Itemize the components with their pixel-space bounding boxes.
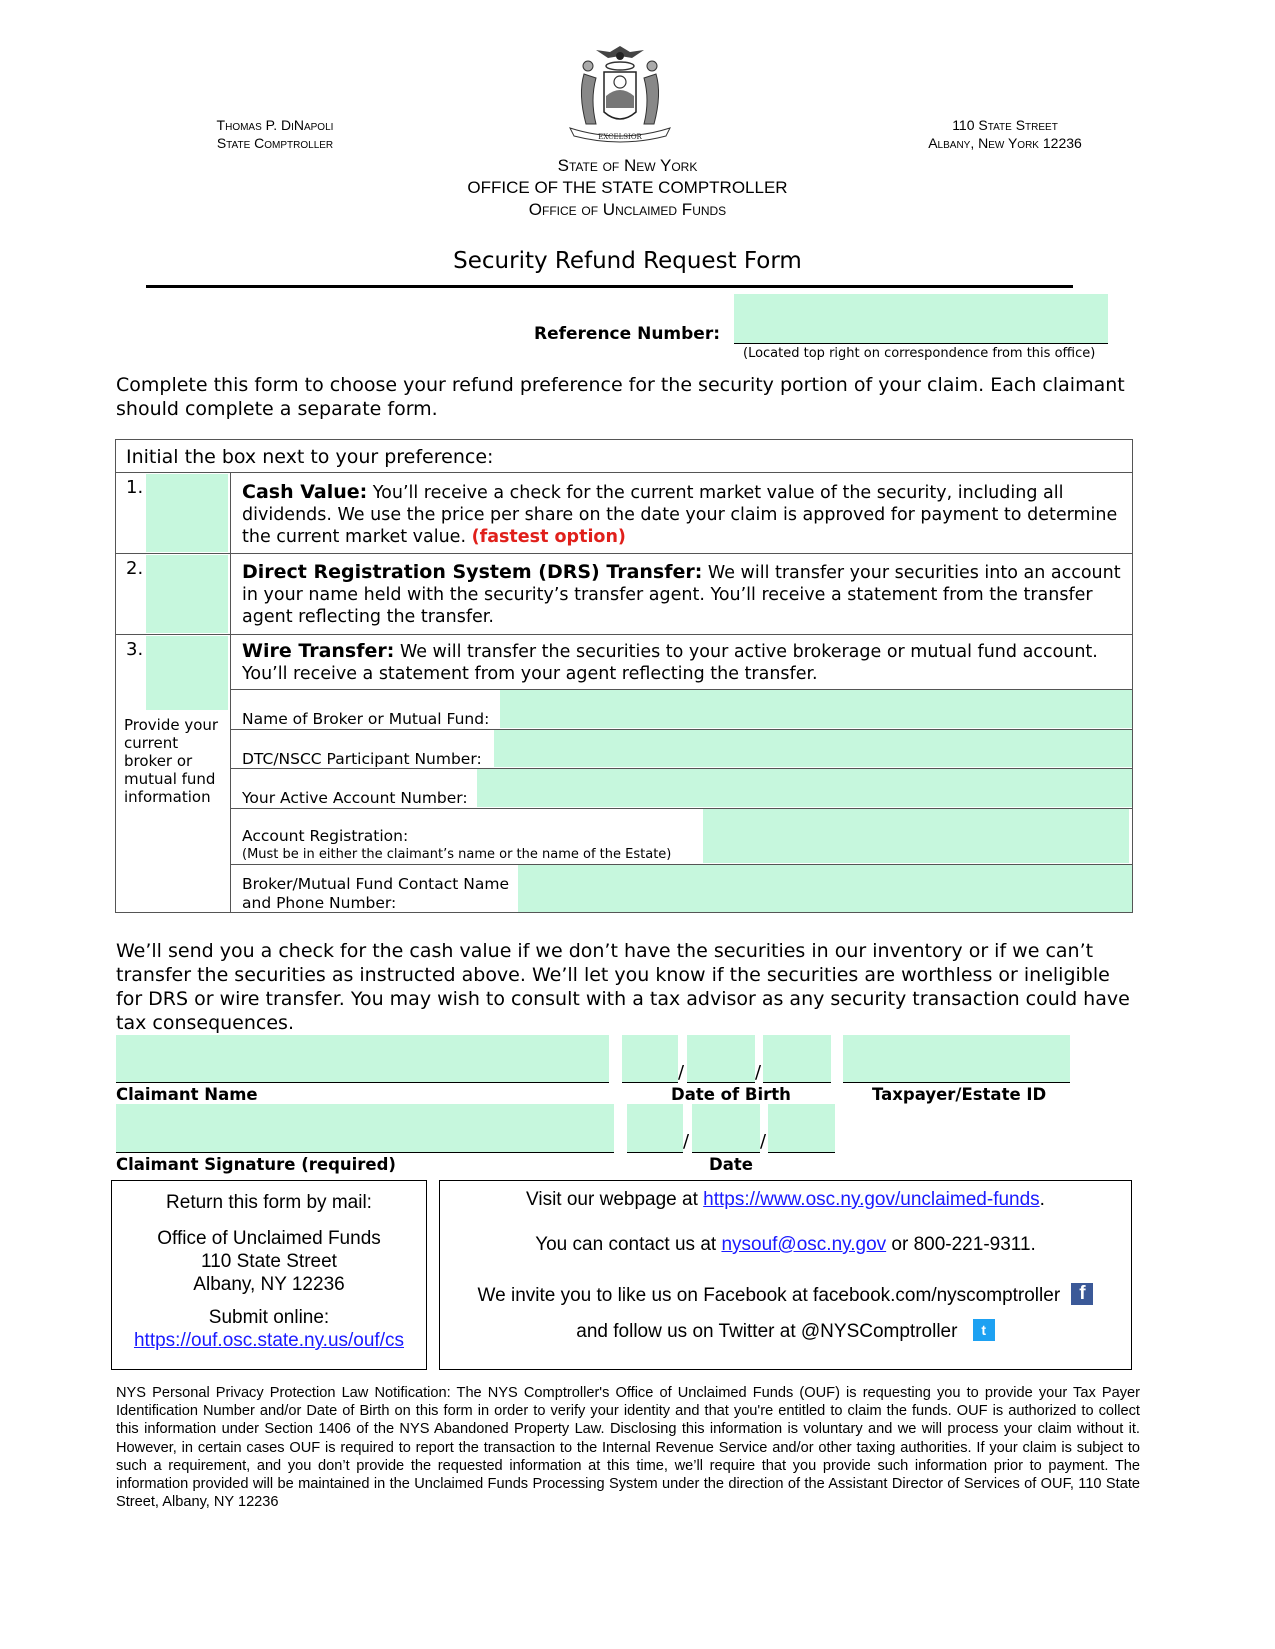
date-separator: /: [755, 1062, 762, 1083]
dob-year-field[interactable]: [763, 1035, 831, 1083]
agency-title-block: [380, 155, 875, 221]
state-seal-icon: [566, 44, 674, 144]
comptroller-title: State Comptroller: [216, 135, 334, 151]
wire-transfer-initial-box[interactable]: [146, 636, 228, 710]
sign-year-field[interactable]: [768, 1104, 835, 1153]
option-body: We will transfer your securities into an account in your name held with the security’s transfer agent. You’ll receive a statement from the transfer agent reflecting the transfer.: [242, 563, 1121, 627]
date-separator: /: [683, 1131, 690, 1152]
claimant-signature-field[interactable]: [116, 1104, 614, 1153]
form-title: Security Refund Request Form: [453, 248, 802, 274]
agency-state: State of New York: [557, 156, 698, 175]
agency-division: Office of Unclaimed Funds: [528, 200, 727, 219]
mail-city: Albany, NY 12236: [193, 1274, 345, 1295]
submit-online-link[interactable]: https://ouf.osc.state.ny.us/ouf/cs: [133, 1330, 404, 1351]
webpage-line: Visit our webpage at https://www.osc.ny.gov/unclaimed-funds.: [526, 1189, 1045, 1210]
claimant-name-field[interactable]: [116, 1035, 609, 1083]
sign-month-field[interactable]: [627, 1104, 683, 1153]
account-registration-note: (Must be in either the claimant’s name or the name of the Estate): [242, 847, 672, 862]
form-intro: Complete this form to choose your refund preference for the security portion of your claim. Each claimant should complete a separate form.: [116, 374, 1125, 420]
title-divider: [146, 285, 1073, 288]
webpage-link[interactable]: https://www.osc.ny.gov/unclaimed-funds: [703, 1189, 1040, 1210]
option-number: 1.: [126, 477, 144, 498]
claimant-name-label: Claimant Name: [116, 1085, 258, 1104]
privacy-notice: NYS Personal Privacy Protection Law Notification: The NYS Comptroller's Office of Unclaimed Funds (OUF) is requesting you to provide your Tax Payer Identification Number and/or Date of Birth on this form in order to verify your identity and that you're entitled to claim the funds. OUF is authorized to collect this information under Section 1406 of the NYS Abandoned Property Law. Disclosing this information is voluntary and we will process your claim without it. However, in certain cases OUF is required to report the transaction to the Internal Revenue Service and/or other taxing authorities. If your claim is subject to such a requirement, and you don’t provide the requested information at this time, we’ll require that you provide such information prior to payment. The information provided will be maintained in the Unclaimed Funds Processing System under the direction of the Assistant Director of Services of OUF, 110 State Street, Albany, NY 12236: [116, 1385, 1140, 1511]
reference-number-field[interactable]: [734, 294, 1108, 344]
option-cash-value: [242, 481, 1122, 548]
mail-instructions-box: [111, 1180, 427, 1370]
sign-date-label: Date: [709, 1155, 753, 1174]
dtc-number-label: DTC/NSCC Participant Number:: [242, 750, 482, 768]
return-by-mail-line: Return this form by mail:: [166, 1192, 372, 1213]
options-heading: Initial the box next to your preference:: [126, 446, 494, 468]
account-registration-field[interactable]: [703, 809, 1129, 863]
broker-contact-label: Broker/Mutual Fund Contact Name and Phone Number:: [242, 875, 509, 912]
sign-day-field[interactable]: [692, 1104, 760, 1153]
taxpayer-id-label: Taxpayer/Estate ID: [872, 1085, 1047, 1104]
reference-hint: (Located top right on correspondence from this office): [743, 346, 1096, 361]
option-body: We will transfer the securities to your active brokerage or mutual fund account. You’ll receive a statement from your agent reflecting the transfer.: [242, 642, 1098, 684]
drs-transfer-initial-box[interactable]: [146, 555, 228, 633]
dob-day-field[interactable]: [687, 1035, 755, 1083]
agency-office: OFFICE OF THE STATE COMPTROLLER: [467, 178, 788, 197]
broker-info-side-label: Provide your current broker or mutual fund information: [124, 716, 219, 806]
address-city: Albany, New York 12236: [928, 135, 1082, 151]
dtc-number-field[interactable]: [494, 730, 1132, 767]
account-number-field[interactable]: [477, 769, 1132, 807]
comptroller-name: Thomas P. DiNapoli: [216, 117, 334, 133]
reference-label: Reference Number:: [534, 324, 721, 344]
cash-value-disclaimer: We’ll send you a check for the cash value if we don’t have the securities in our inventory or if we can’t transfer the securities as instructed above. We’ll let you know if the securities are worthless or ineligible for DRS or wire transfer. You may wish to consult with a tax advisor as any security transaction could have tax consequences.: [116, 940, 1130, 1034]
broker-name-label: Name of Broker or Mutual Fund:: [242, 710, 490, 728]
email-link[interactable]: nysouf@osc.ny.gov: [721, 1234, 887, 1255]
comptroller-name-block: [170, 116, 380, 152]
dob-label: Date of Birth: [671, 1085, 791, 1104]
twitter-icon[interactable]: t: [973, 1319, 995, 1341]
account-number-label: Your Active Account Number:: [242, 789, 468, 807]
broker-name-field[interactable]: [500, 690, 1132, 728]
option-body: You’ll receive a check for the current market value of the security, including all dividends. We use the price per share on the date your claim is approved for payment to determine the current market value.: [242, 483, 1118, 547]
submit-online-label: Submit online:: [208, 1307, 330, 1328]
address-street: 110 State Street: [952, 117, 1058, 133]
option-title: Cash Value:: [242, 481, 368, 503]
reference-number-input[interactable]: [734, 294, 1108, 343]
option-wire-transfer: [242, 640, 1122, 685]
contact-line: You can contact us at nysouf@osc.ny.gov or 800-221-9311.: [535, 1234, 1036, 1255]
seal-motto: EXCELSIOR: [598, 133, 642, 141]
fastest-option-note: (fastest option): [471, 527, 626, 547]
twitter-line: and follow us on Twitter at @NYSComptroller t: [440, 1319, 1131, 1343]
mail-street: 110 State Street: [201, 1251, 337, 1272]
facebook-line: We invite you to like us on Facebook at facebook.com/nyscomptroller f: [440, 1283, 1131, 1307]
option-number: 3.: [126, 639, 144, 660]
option-number: 2.: [126, 558, 144, 579]
option-drs-transfer: [242, 561, 1127, 628]
contact-info-box: [439, 1180, 1132, 1370]
mail-office: Office of Unclaimed Funds: [157, 1228, 381, 1249]
cash-value-initial-box[interactable]: [146, 474, 228, 552]
broker-contact-field[interactable]: [518, 865, 1132, 912]
date-separator: /: [678, 1062, 685, 1083]
signature-label: Claimant Signature (required): [116, 1155, 396, 1174]
option-title: Wire Transfer:: [242, 640, 395, 662]
option-title: Direct Registration System (DRS) Transfer:: [242, 561, 703, 583]
office-address-block: [880, 116, 1130, 152]
account-registration-label: Account Registration:: [242, 827, 409, 845]
taxpayer-id-field[interactable]: [843, 1035, 1070, 1083]
facebook-icon[interactable]: f: [1071, 1283, 1093, 1305]
dob-month-field[interactable]: [622, 1035, 678, 1083]
date-separator: /: [760, 1131, 767, 1152]
